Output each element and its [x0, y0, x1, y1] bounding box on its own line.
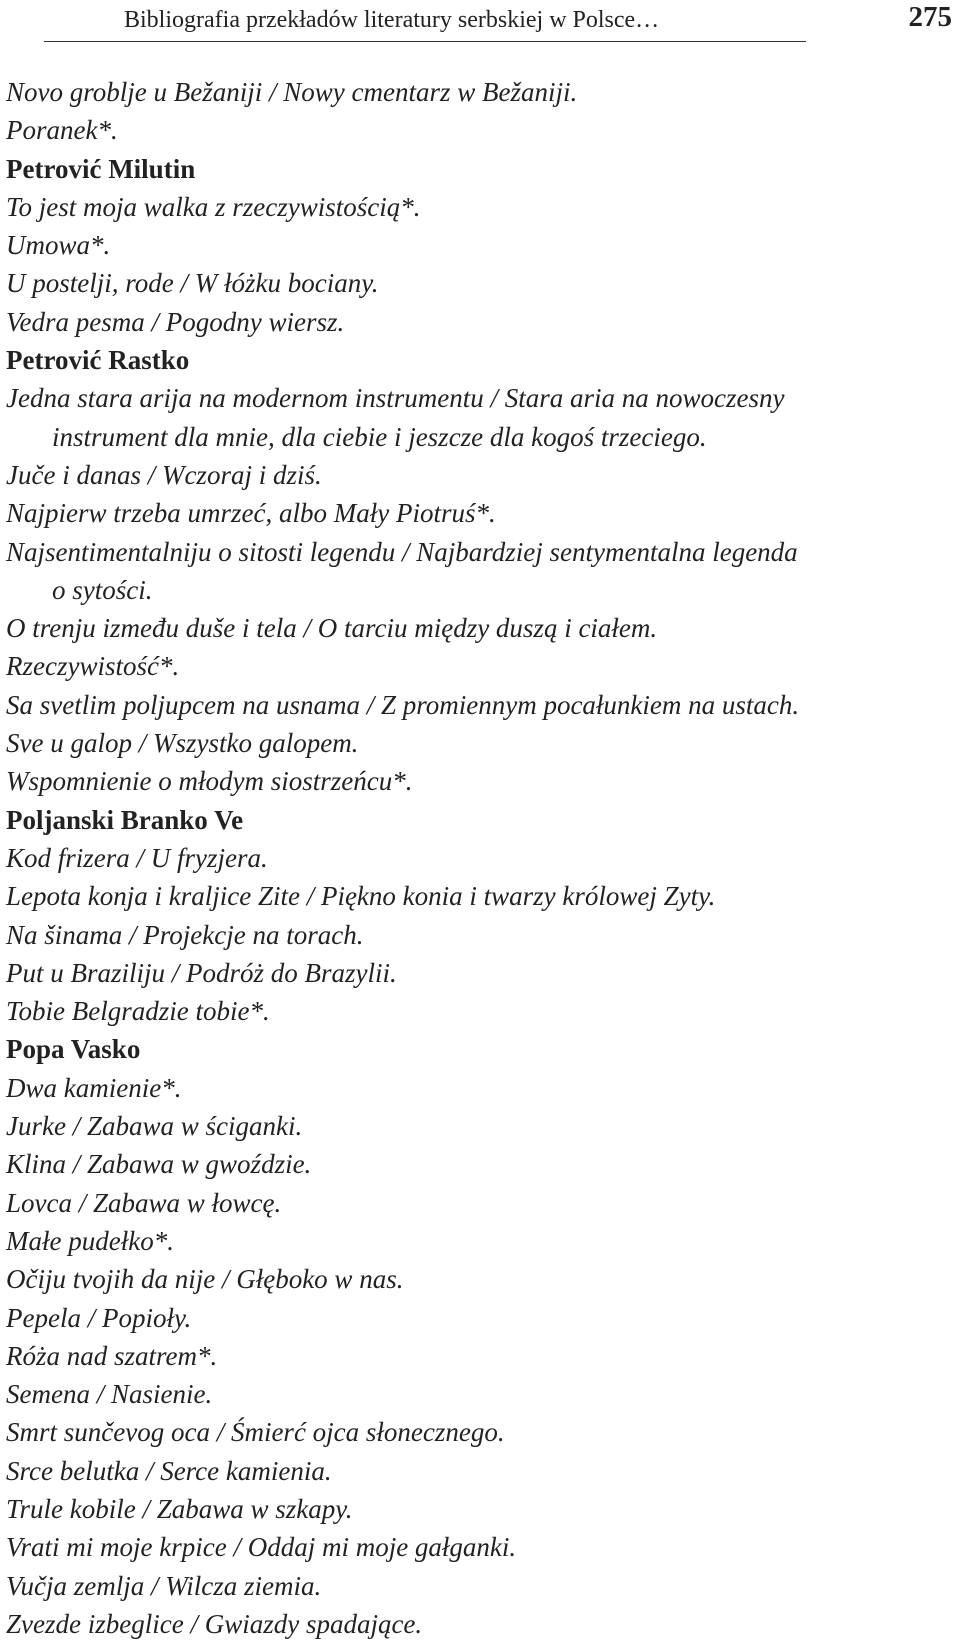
author-name: Petrović Rastko [6, 345, 190, 376]
work-title: Róża nad szatrem*. [6, 1340, 218, 1371]
work-title: Sve u galop / Wszystko galopem. [6, 728, 359, 759]
bibliography-list [6, 73, 956, 1643]
author-name: Poljanski Branko Ve [6, 804, 244, 835]
work-title: Rzeczywistość*. [6, 651, 180, 682]
work-title: O trenju između duše i tela / O tarciu między duszą i ciałem. [6, 613, 658, 644]
work-title: To jest moja walka z rzeczywistością*. [6, 191, 421, 222]
work-title: Lovca / Zabawa w łowcę. [6, 1187, 282, 1218]
work-title: Novo groblje u Bežaniji / Nowy cmentarz w Bežaniji. [6, 77, 578, 107]
work-title: Najpierw trzeba umrzeć, albo Mały Piotruś*. [6, 498, 496, 529]
work-title: Jedna stara arija na modernom instrumentu / Stara aria na nowoczesny [6, 383, 785, 414]
work-title: Trule kobile / Zabawa w szkapy. [6, 1493, 353, 1524]
work-title: Srce belutka / Serce kamienia. [6, 1455, 332, 1486]
work-title: Kod frizera / U fryzjera. [6, 842, 268, 873]
title-continuation: o sytości. [52, 574, 153, 605]
work-title: Očiju tvojih da nije / Głęboko w nas. [6, 1264, 404, 1295]
work-title: Wspomnienie o młodym siostrzeńcu*. [6, 766, 413, 797]
work-title: Umowa*. [6, 230, 111, 261]
work-title: Sa svetlim poljupcem na usnama / Z promiennym pocałunkiem na ustach. [6, 689, 800, 720]
work-title: Klina / Zabawa w gwoździe. [6, 1149, 312, 1180]
author-name: Popa Vasko [6, 1034, 141, 1065]
work-title: Juče i danas / Wczoraj i dziś. [6, 459, 322, 490]
work-title: Dwa kamienie*. [6, 1072, 182, 1103]
work-title: Najsentimentalniju o sitosti legendu / Najbardziej sentymentalna legenda [6, 536, 798, 567]
work-title: Tobie Belgradzie tobie*. [6, 996, 270, 1027]
work-title: Vučja zemlja / Wilcza ziemia. [6, 1570, 322, 1601]
work-title: Vedra pesma / Pogodny wiersz. [6, 306, 345, 337]
title-continuation: instrument dla mnie, dla ciebie i jeszcze dla kogoś trzeciego. [52, 421, 707, 452]
running-title: Bibliografia przekładów literatury serbskiej w Polsce… [124, 7, 660, 33]
author-name: Petrović Milutin [6, 153, 196, 184]
work-title: Pepela / Popioły. [6, 1302, 192, 1333]
running-header [44, 0, 952, 42]
work-title: Semena / Nasienie. [6, 1379, 213, 1410]
work-title: Poranek*. [6, 115, 118, 146]
work-title: Na šinama / Projekcje na torach. [6, 919, 364, 950]
work-title: U postelji, rode / W łóżku bociany. [6, 268, 379, 299]
work-title: Lepota konja i kraljice Zite / Piękno konia i twarzy królowej Zyty. [6, 881, 716, 912]
work-title: Małe pudełko*. [6, 1225, 174, 1256]
page-number: 275 [908, 1, 952, 33]
work-title: Zvezde izbeglice / Gwiazdy spadające. [6, 1608, 423, 1639]
work-title: Jurke / Zabawa w ściganki. [6, 1111, 303, 1142]
work-title: Smrt sunčevog oca / Śmierć ojca słonecznego. [6, 1417, 505, 1448]
work-title: Vrati mi moje krpice / Oddaj mi moje gałganki. [6, 1532, 517, 1563]
work-title: Put u Braziliju / Podróż do Brazylii. [6, 957, 397, 988]
